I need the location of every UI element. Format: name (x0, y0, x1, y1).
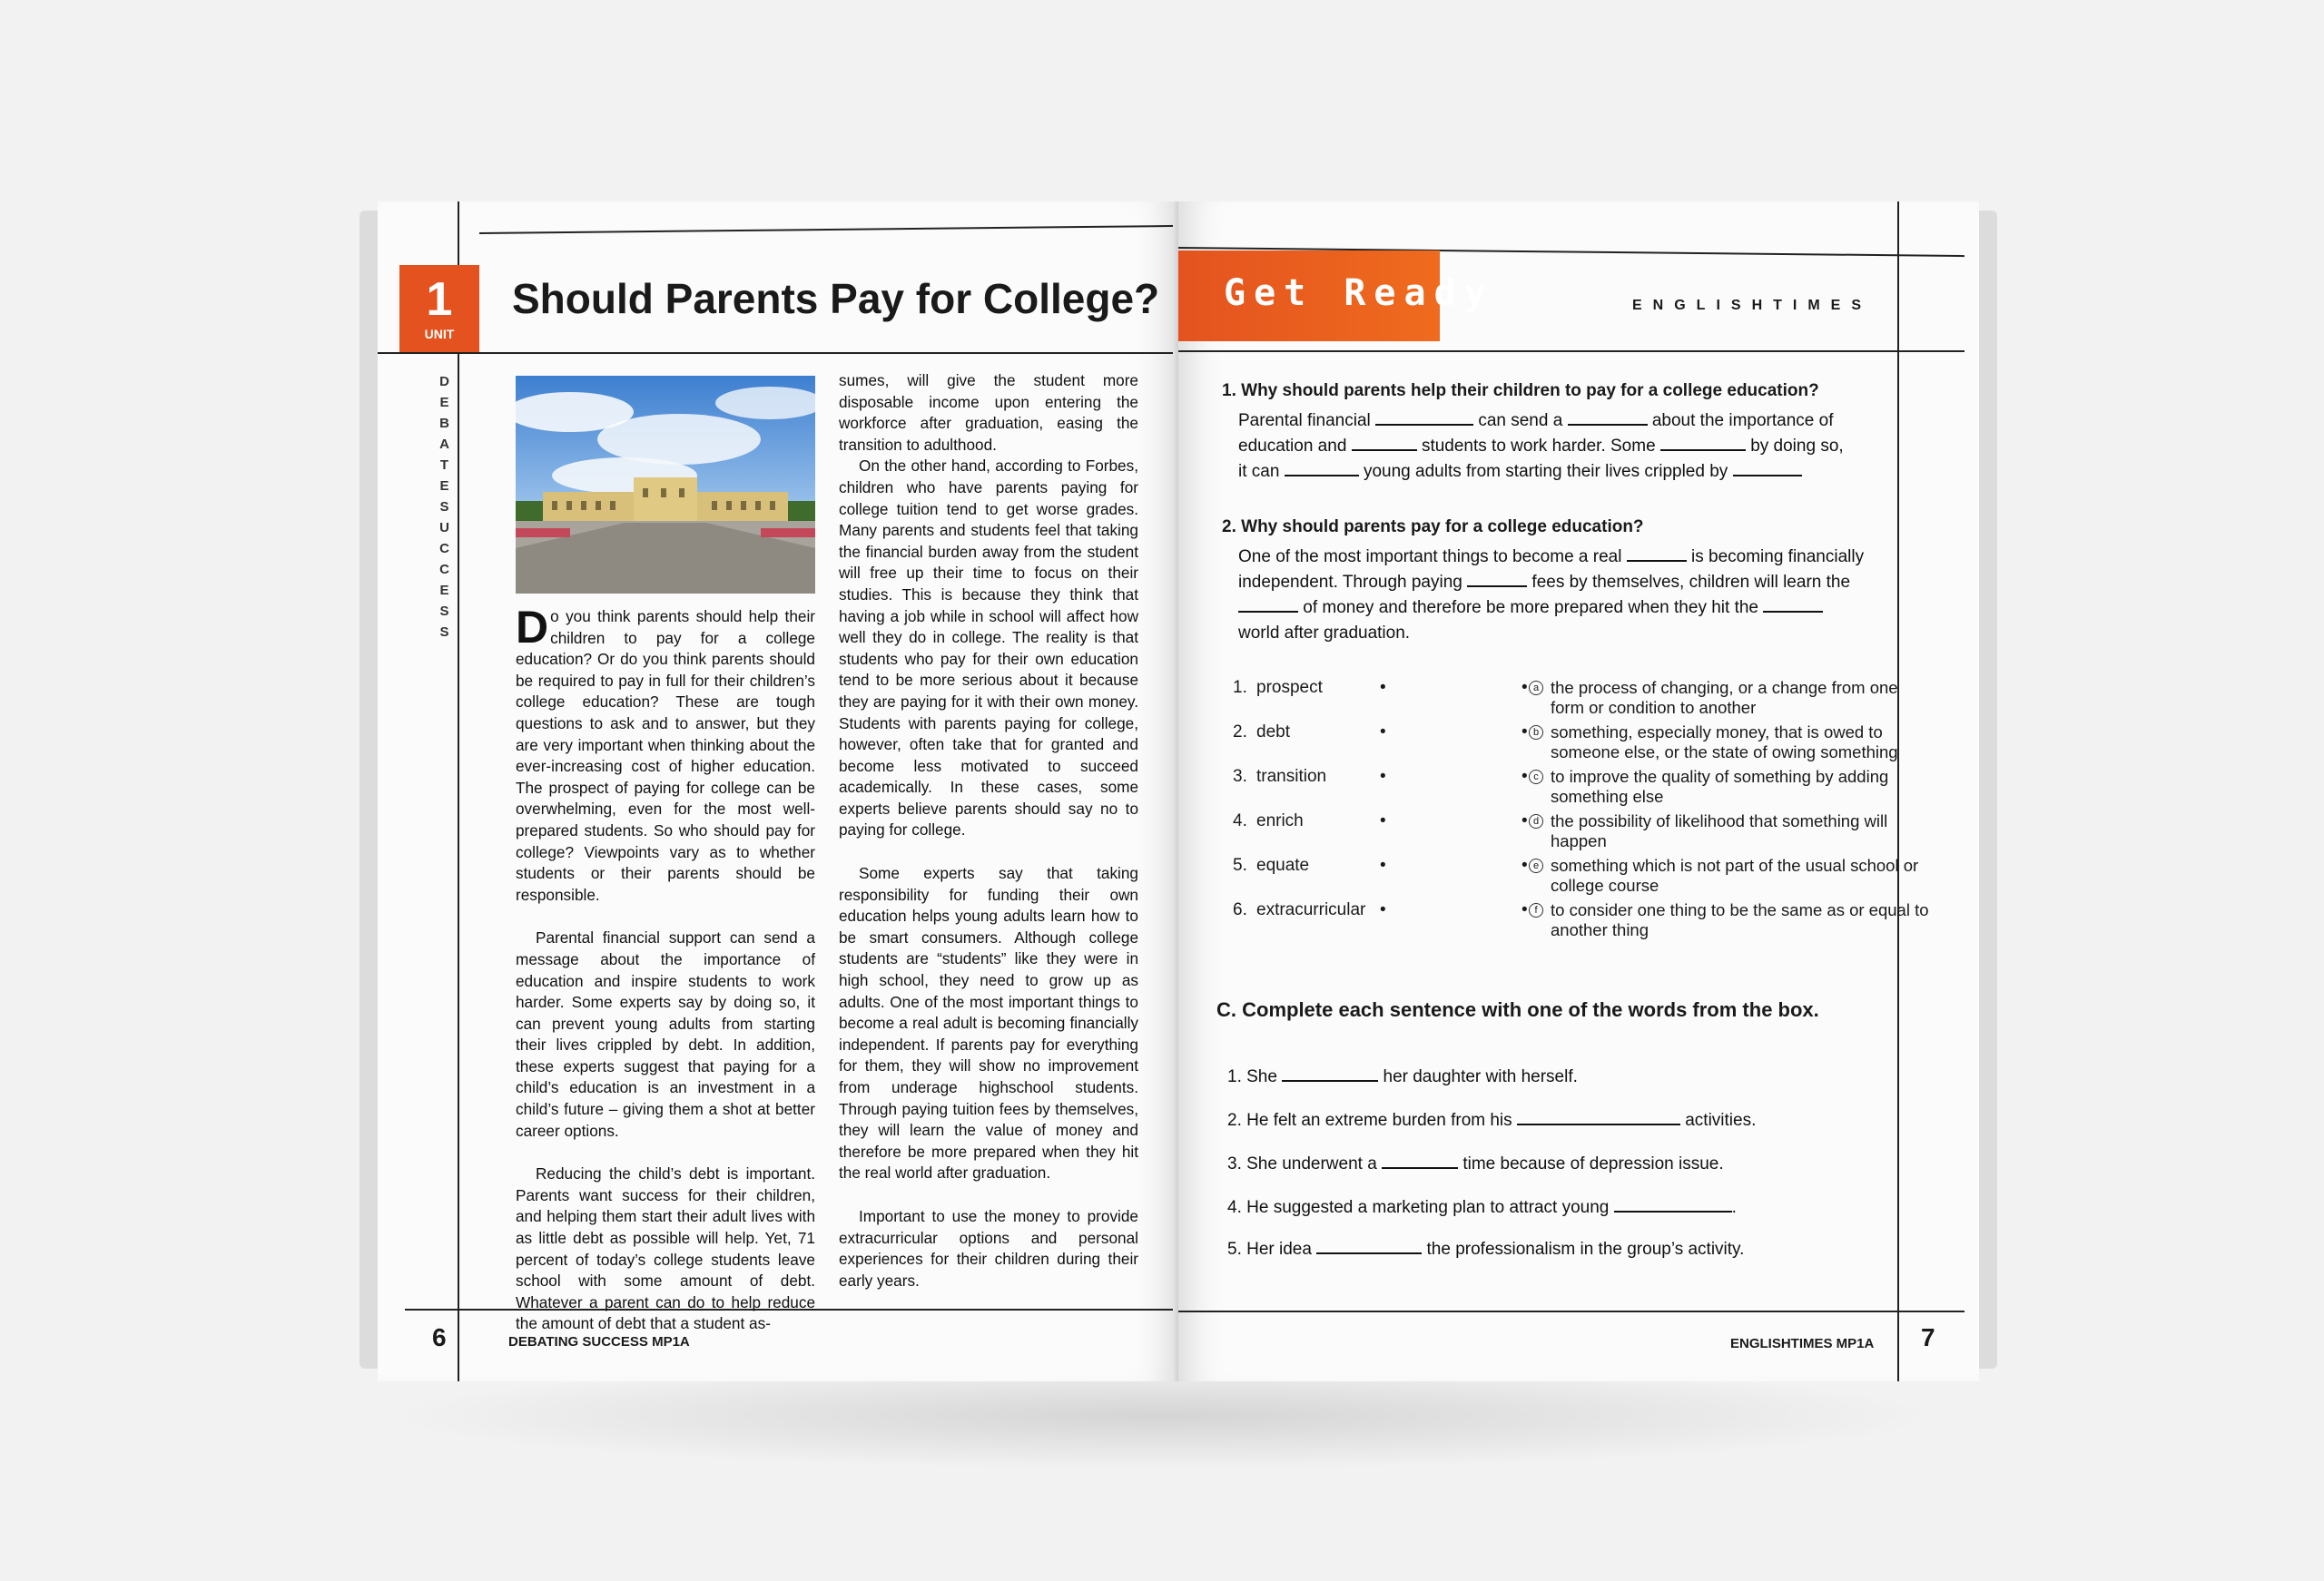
vocabulary-matching (1233, 678, 1941, 945)
question-1-heading (1222, 381, 1819, 401)
header-rule-bottom (378, 352, 1178, 354)
match-row (1233, 811, 1941, 856)
match-dot[interactable]: • (1380, 811, 1386, 830)
unit-number: 1 (426, 273, 453, 326)
side-running-label: DEBATESUCCESS (437, 374, 452, 645)
match-dot[interactable]: • (1380, 856, 1386, 875)
cloze-text: of money and therefore be more prepared when they hit the (1303, 598, 1758, 617)
match-word: transition (1256, 767, 1327, 786)
match-definition: the process of changing, or a change from one form or condition to another (1551, 678, 1898, 717)
answer-blank[interactable] (1660, 435, 1746, 451)
match-dot[interactable]: • (1380, 900, 1386, 919)
sentence-2 (1227, 1109, 1756, 1131)
match-number: 4. (1233, 811, 1247, 830)
left-page (378, 201, 1178, 1381)
match-dot[interactable]: • (1521, 678, 1528, 697)
article-paragraph: Some experts say that taking responsibility for funding their own education helps young adults learn how to be smart consumers. Although college students are “students” like they were in high school, they need to grow up as adults. One of the most important things to become a real adult is becoming financially independent. If parents pay for everything for them, they will show no improvement from underage highschool students. Through paying tuition fees by themselves, they will learn the value of money and therefore be more prepared when they hit the real world after graduation. (839, 864, 1138, 1183)
match-definition: something which is not part of the usual school or college course (1551, 856, 1919, 895)
cloze-text: independent. Through paying (1238, 573, 1462, 592)
match-letter: a (1529, 681, 1543, 695)
match-dot[interactable]: • (1380, 678, 1386, 697)
match-dot[interactable]: • (1521, 811, 1528, 830)
cloze-text: is becoming financially (1691, 547, 1865, 566)
article-paragraph: o you think parents should help their children to pay for a college education? Or do you think parents should be required to pay in full for their children’s college education? These are tough questions to ask and to answer, but they are very important when thinking about the ever-increasing cost of higher education. The prospect of paying for college can be overwhelming, even for the most well-prepared students. So who should pay for college? Viewpoints vary as to whether students or their parents should be responsible. (516, 607, 815, 904)
sentence-1 (1227, 1065, 1578, 1087)
section-c-heading: C. Complete each sentence with one of the words from the box. (1216, 998, 1819, 1021)
match-row (1233, 767, 1941, 811)
match-dot[interactable]: • (1521, 767, 1528, 786)
match-number: 2. (1233, 722, 1247, 741)
answer-blank[interactable] (1375, 409, 1473, 426)
question-text: Why should parents pay for a college education? (1241, 517, 1644, 536)
page-number: 7 (1921, 1323, 1935, 1351)
match-word: enrich (1256, 811, 1304, 830)
sentence-text: her daughter with herself. (1383, 1067, 1578, 1086)
answer-blank[interactable] (1282, 1065, 1378, 1082)
page-footer: DEBATING SUCCESS MP1A (508, 1334, 690, 1350)
answer-blank[interactable] (1568, 409, 1648, 426)
match-letter: f (1529, 903, 1543, 918)
sentence-text: . (1731, 1198, 1737, 1217)
answer-blank[interactable] (1763, 596, 1823, 613)
cloze-text: students to work harder. Some (1421, 437, 1656, 456)
question-number: 1. (1222, 381, 1236, 400)
right-page (1178, 201, 1979, 1381)
match-letter: e (1529, 859, 1543, 873)
sentence-text: activities. (1685, 1111, 1757, 1130)
get-ready-title: Get Ready (1224, 272, 1494, 314)
header-rule-bottom (1178, 350, 1965, 352)
match-number: 3. (1233, 767, 1247, 786)
match-letter: b (1529, 725, 1543, 740)
cloze-text: by doing so, (1750, 437, 1844, 456)
match-row (1233, 900, 1941, 945)
question-number: 2. (1222, 517, 1236, 536)
match-definition: to improve the quality of something by adding something else (1551, 767, 1889, 806)
question-2-body (1238, 545, 1874, 646)
page-footer: ENGLISHTIMES MP1A (1730, 1336, 1875, 1351)
match-dot[interactable]: • (1521, 856, 1528, 875)
sentence-text: 5. Her idea (1227, 1240, 1312, 1259)
match-number: 1. (1233, 678, 1247, 697)
page-number: 6 (432, 1323, 447, 1351)
article-column-1 (516, 602, 815, 1335)
unit-label: UNIT (424, 327, 455, 341)
match-word: prospect (1256, 678, 1323, 697)
header-rule-top (479, 225, 1178, 234)
article-paragraph: Parental financial support can send a message about the importance of education and inspire students to work harder. Some experts say by doing so, it can prevent young adults from starting their lives crippled by debt. In addition, these experts suggest that paying for a child’s education is an investment in a child’s future – giving them a shot at better career options. (516, 928, 815, 1140)
answer-blank[interactable] (1352, 435, 1417, 451)
drop-cap: D (516, 602, 549, 653)
palace-photo (516, 376, 815, 594)
cloze-text: young adults from starting their lives crippled by (1363, 462, 1728, 481)
cloze-text: education and (1238, 437, 1347, 456)
article-column-2 (839, 370, 1138, 1291)
cloze-text: Parental financial (1238, 411, 1371, 430)
match-word: equate (1256, 856, 1310, 875)
brand-label: ENGLISHTIMES (1632, 298, 1873, 313)
cloze-text: One of the most important things to become a real (1238, 547, 1622, 566)
question-1-body (1238, 408, 1874, 485)
match-letter: d (1529, 814, 1543, 829)
answer-blank[interactable] (1238, 596, 1298, 613)
sentence-text: the professionalism in the group’s activity. (1426, 1240, 1745, 1259)
answer-blank[interactable] (1467, 571, 1527, 587)
match-word: extracurricular (1256, 900, 1366, 919)
article-paragraph: Reducing the child’s debt is important. Parents want success for their children, and helping them start their adult lives with as little debt as possible will help. Yet, 71 percent of today’s college students leave school with some amount of debt. Whatever a parent can do to help reduce the amount of debt that a student as- (516, 1164, 815, 1333)
match-row (1233, 856, 1941, 900)
answer-blank[interactable] (1316, 1238, 1422, 1254)
sentence-text: 2. He felt an extreme burden from his (1227, 1111, 1512, 1130)
question-text: Why should parents help their children to pay for a college education? (1241, 381, 1819, 400)
sentence-text: time because of depression issue. (1462, 1154, 1724, 1173)
match-dot[interactable]: • (1521, 722, 1528, 741)
cloze-text: about the importance of (1651, 411, 1834, 430)
answer-blank[interactable] (1627, 545, 1687, 562)
match-word: debt (1256, 722, 1290, 741)
sentence-4 (1227, 1196, 1737, 1218)
answer-blank[interactable] (1382, 1153, 1458, 1169)
margin-rule-vertical (458, 201, 459, 1381)
cloze-text: it can (1238, 462, 1280, 481)
unit-title: Should Parents Pay for College? (512, 275, 1160, 322)
article-paragraph: Important to use the money to provide extracurricular options and personal experiences for their children during their early years. (839, 1206, 1138, 1290)
match-definition: to consider one thing to be the same as or equal to another thing (1551, 900, 1929, 939)
sentence-text: 1. She (1227, 1067, 1277, 1086)
sentence-text: 4. He suggested a marketing plan to attract young (1227, 1198, 1610, 1217)
cloze-text: world after graduation. (1238, 624, 1411, 643)
match-number: 5. (1233, 856, 1247, 875)
answer-blank[interactable] (1614, 1196, 1732, 1213)
sentence-5 (1227, 1238, 1744, 1260)
match-definition: the possibility of likelihood that something will happen (1551, 811, 1888, 850)
match-letter: c (1529, 770, 1543, 784)
sentence-3 (1227, 1153, 1724, 1174)
cloze-text: can send a (1478, 411, 1563, 430)
answer-blank[interactable] (1733, 460, 1802, 476)
match-dot[interactable]: • (1380, 722, 1386, 741)
match-definition: something, especially money, that is owed to someone else, or the state of owing something (1551, 722, 1898, 761)
match-row (1233, 678, 1941, 722)
question-2-heading (1222, 517, 1644, 537)
match-number: 6. (1233, 900, 1247, 919)
article-paragraph: sumes, will give the student more disposable income upon entering the workforce after graduation, easing the transition to adulthood. (839, 371, 1138, 454)
answer-blank[interactable] (1285, 460, 1359, 476)
sentence-text: 3. She underwent a (1227, 1154, 1377, 1173)
unit-badge (399, 265, 479, 352)
cloze-text: fees by themselves, children will learn the (1531, 573, 1851, 592)
article-paragraph: On the other hand, according to Forbes, children who have parents paying for college tuition tend to get worse grades. Many parents and students feel that taking the financial burden away from the student will free up their time to focus on their studies. This is because they think that having a job while in school will affect how well they do in college. The reality is that students who pay for their own education tend to be more serious about it because they are paying for it with their own money. Students with parents paying for college, however, often take that for granted and become less motivated to succeed academically. In these cases, some experts believe parents should say no to paying for college. (839, 457, 1138, 840)
match-dot[interactable]: • (1380, 767, 1386, 786)
match-row (1233, 722, 1941, 767)
match-dot[interactable]: • (1521, 900, 1528, 919)
footer-rule (1178, 1311, 1965, 1312)
answer-blank[interactable] (1517, 1109, 1680, 1125)
